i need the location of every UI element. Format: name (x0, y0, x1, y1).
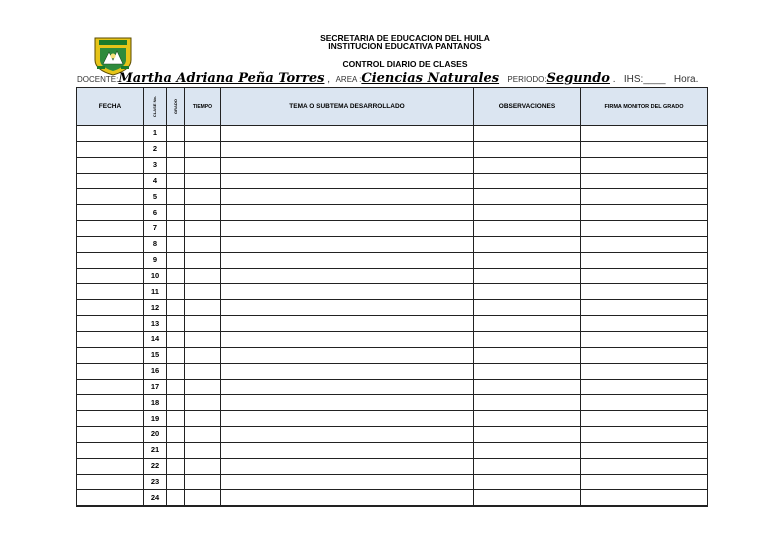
observaciones-cell[interactable] (474, 126, 581, 142)
grado-cell[interactable] (167, 284, 185, 300)
tiempo-cell[interactable] (185, 411, 221, 427)
table-row (77, 411, 708, 427)
tiempo-cell[interactable] (185, 300, 221, 316)
fecha-cell[interactable] (77, 474, 144, 490)
clase-number: 19 (144, 411, 167, 427)
tiempo-cell[interactable] (185, 363, 221, 379)
grado-cell[interactable] (167, 474, 185, 490)
observaciones-cell[interactable] (474, 300, 581, 316)
fecha-cell[interactable] (77, 173, 144, 189)
tema-cell[interactable] (221, 379, 474, 395)
observaciones-cell[interactable] (474, 363, 581, 379)
table-row (77, 252, 708, 268)
tema-cell[interactable] (221, 126, 474, 142)
table-row (77, 141, 708, 157)
grado-cell[interactable] (167, 173, 185, 189)
tiempo-cell[interactable] (185, 236, 221, 252)
tiempo-cell[interactable] (185, 157, 221, 173)
tema-cell[interactable] (221, 474, 474, 490)
fecha-cell[interactable] (77, 236, 144, 252)
clase-number: 3 (144, 157, 167, 173)
header-line1: SECRETARIA DE EDUCACION DEL HUILA (320, 33, 490, 43)
tema-cell[interactable] (221, 347, 474, 363)
clase-number: 15 (144, 347, 167, 363)
tiempo-cell[interactable] (185, 205, 221, 221)
tiempo-cell[interactable] (185, 490, 221, 506)
observaciones-cell[interactable] (474, 395, 581, 411)
firma-cell[interactable] (581, 316, 708, 332)
table-header-row (77, 88, 708, 126)
firma-cell[interactable] (581, 284, 708, 300)
tema-cell[interactable] (221, 173, 474, 189)
firma-cell[interactable] (581, 363, 708, 379)
hora-label: Hora. (673, 74, 699, 85)
tiempo-cell[interactable] (185, 126, 221, 142)
col-tema: TEMA O SUBTEMA DESARROLLADO (221, 88, 474, 126)
firma-cell[interactable] (581, 379, 708, 395)
grado-cell[interactable] (167, 363, 185, 379)
tiempo-cell[interactable] (185, 331, 221, 347)
tema-cell[interactable] (221, 300, 474, 316)
fecha-cell[interactable] (77, 379, 144, 395)
table-row (77, 331, 708, 347)
clase-number: 9 (144, 252, 167, 268)
observaciones-cell[interactable] (474, 141, 581, 157)
clase-number: 2 (144, 141, 167, 157)
tema-cell[interactable] (221, 490, 474, 506)
header-line2: INSTITUCION EDUCATIVA PANTANOS (328, 41, 482, 51)
clase-number: 20 (144, 427, 167, 443)
grado-cell[interactable] (167, 236, 185, 252)
tema-cell[interactable] (221, 395, 474, 411)
grado-cell[interactable] (167, 205, 185, 221)
ihs-label[interactable]: IHS:____ (623, 74, 666, 85)
clase-number: 24 (144, 490, 167, 506)
clase-number: 11 (144, 284, 167, 300)
table-row (77, 316, 708, 332)
tiempo-cell[interactable] (185, 427, 221, 443)
fecha-cell[interactable] (77, 411, 144, 427)
table-row (77, 442, 708, 458)
observaciones-cell[interactable] (474, 189, 581, 205)
firma-cell[interactable] (581, 411, 708, 427)
tema-cell[interactable] (221, 268, 474, 284)
table-row (77, 189, 708, 205)
grado-cell[interactable] (167, 221, 185, 237)
tema-cell[interactable] (221, 189, 474, 205)
col-fecha: FECHA (77, 88, 144, 126)
clase-number: 7 (144, 221, 167, 237)
col-grado (167, 88, 185, 126)
firma-cell[interactable] (581, 236, 708, 252)
clase-number: 6 (144, 205, 167, 221)
firma-cell[interactable] (581, 474, 708, 490)
tiempo-cell[interactable] (185, 189, 221, 205)
tema-cell[interactable] (221, 442, 474, 458)
grado-cell[interactable] (167, 157, 185, 173)
tiempo-cell[interactable] (185, 221, 221, 237)
teacher-info-line: DOCENTE:Martha Adriana Peña Torres , AREA :Ciencias Naturales PERIODO:Segundo . IHS:____ Hora. (77, 71, 699, 86)
tema-cell[interactable] (221, 157, 474, 173)
grado-cell[interactable] (167, 427, 185, 443)
fecha-cell[interactable] (77, 395, 144, 411)
firma-cell[interactable] (581, 205, 708, 221)
firma-cell[interactable] (581, 173, 708, 189)
table-row (77, 205, 708, 221)
table-row (77, 395, 708, 411)
clase-number: 22 (144, 458, 167, 474)
tema-cell[interactable] (221, 316, 474, 332)
grado-cell[interactable] (167, 411, 185, 427)
firma-cell[interactable] (581, 189, 708, 205)
firma-cell[interactable] (581, 268, 708, 284)
grado-cell[interactable] (167, 331, 185, 347)
table-row (77, 347, 708, 363)
clase-number: 18 (144, 395, 167, 411)
observaciones-cell[interactable] (474, 474, 581, 490)
grado-cell[interactable] (167, 379, 185, 395)
clase-number: 14 (144, 331, 167, 347)
fecha-cell[interactable] (77, 141, 144, 157)
grado-cell[interactable] (167, 126, 185, 142)
table-row (77, 474, 708, 490)
firma-cell[interactable] (581, 442, 708, 458)
table-row (77, 268, 708, 284)
clase-number: 13 (144, 316, 167, 332)
fecha-cell[interactable] (77, 316, 144, 332)
observaciones-cell[interactable] (474, 347, 581, 363)
grado-cell[interactable] (167, 316, 185, 332)
clase-number: 4 (144, 173, 167, 189)
observaciones-cell[interactable] (474, 284, 581, 300)
col-tiempo: TIEMPO (185, 88, 221, 126)
firma-cell[interactable] (581, 427, 708, 443)
tiempo-cell[interactable] (185, 284, 221, 300)
tema-cell[interactable] (221, 252, 474, 268)
fecha-cell[interactable] (77, 331, 144, 347)
fecha-cell[interactable] (77, 268, 144, 284)
grado-cell[interactable] (167, 189, 185, 205)
tema-cell[interactable] (221, 427, 474, 443)
area-value[interactable]: Ciencias Naturales (361, 71, 500, 86)
grado-cell[interactable] (167, 300, 185, 316)
observaciones-cell[interactable] (474, 236, 581, 252)
docente-value[interactable]: Martha Adriana Peña Torres (118, 71, 325, 86)
docente-label: DOCENTE: (77, 75, 119, 84)
grado-cell[interactable] (167, 395, 185, 411)
class-log-table (76, 87, 708, 507)
grado-cell[interactable] (167, 347, 185, 363)
observaciones-cell[interactable] (474, 316, 581, 332)
table-row (77, 427, 708, 443)
fecha-cell[interactable] (77, 458, 144, 474)
tiempo-cell[interactable] (185, 141, 221, 157)
tiempo-cell[interactable] (185, 474, 221, 490)
table-row (77, 363, 708, 379)
fecha-cell[interactable] (77, 205, 144, 221)
tiempo-cell[interactable] (185, 458, 221, 474)
tiempo-cell[interactable] (185, 442, 221, 458)
fecha-cell[interactable] (77, 347, 144, 363)
observaciones-cell[interactable] (474, 252, 581, 268)
clase-number: 21 (144, 442, 167, 458)
clase-number: 23 (144, 474, 167, 490)
tema-cell[interactable] (221, 284, 474, 300)
table-row (77, 300, 708, 316)
col-observaciones: OBSERVACIONES (474, 88, 581, 126)
tema-cell[interactable] (221, 411, 474, 427)
observaciones-cell[interactable] (474, 442, 581, 458)
observaciones-cell[interactable] (474, 205, 581, 221)
table-row (77, 126, 708, 142)
firma-cell[interactable] (581, 252, 708, 268)
grado-cell[interactable] (167, 252, 185, 268)
clase-number: 10 (144, 268, 167, 284)
table-row (77, 379, 708, 395)
clase-number: 1 (144, 126, 167, 142)
col-grado-label: GRADO (172, 99, 178, 114)
observaciones-cell[interactable] (474, 427, 581, 443)
tema-cell[interactable] (221, 205, 474, 221)
col-clase (144, 88, 167, 126)
observaciones-cell[interactable] (474, 268, 581, 284)
fecha-cell[interactable] (77, 284, 144, 300)
fecha-cell[interactable] (77, 157, 144, 173)
tiempo-cell[interactable] (185, 379, 221, 395)
area-label: AREA : (335, 75, 362, 84)
col-firma: FIRMA MONITOR DEL GRADO (581, 88, 708, 126)
tiempo-cell[interactable] (185, 395, 221, 411)
observaciones-cell[interactable] (474, 221, 581, 237)
tema-cell[interactable] (221, 363, 474, 379)
firma-cell[interactable] (581, 458, 708, 474)
tema-cell[interactable] (221, 458, 474, 474)
periodo-value[interactable]: Segundo (546, 71, 610, 86)
firma-cell[interactable] (581, 126, 708, 142)
tema-cell[interactable] (221, 236, 474, 252)
tema-cell[interactable] (221, 221, 474, 237)
fecha-cell[interactable] (77, 126, 144, 142)
firma-cell[interactable] (581, 141, 708, 157)
firma-cell[interactable] (581, 490, 708, 506)
firma-cell[interactable] (581, 347, 708, 363)
tiempo-cell[interactable] (185, 347, 221, 363)
table-row (77, 173, 708, 189)
school-shield-logo (91, 36, 135, 76)
clase-number: 17 (144, 379, 167, 395)
firma-cell[interactable] (581, 331, 708, 347)
tiempo-cell[interactable] (185, 173, 221, 189)
fecha-cell[interactable] (77, 252, 144, 268)
col-clase-label: CLASE No. (152, 95, 158, 118)
clase-number: 8 (144, 236, 167, 252)
observaciones-cell[interactable] (474, 331, 581, 347)
grado-cell[interactable] (167, 458, 185, 474)
tiempo-cell[interactable] (185, 252, 221, 268)
firma-cell[interactable] (581, 395, 708, 411)
observaciones-cell[interactable] (474, 411, 581, 427)
fecha-cell[interactable] (77, 300, 144, 316)
table-row (77, 490, 708, 506)
table-row (77, 157, 708, 173)
grado-cell[interactable] (167, 490, 185, 506)
observaciones-cell[interactable] (474, 173, 581, 189)
fecha-cell[interactable] (77, 221, 144, 237)
grado-cell[interactable] (167, 442, 185, 458)
observaciones-cell[interactable] (474, 379, 581, 395)
fecha-cell[interactable] (77, 189, 144, 205)
grado-cell[interactable] (167, 268, 185, 284)
tiempo-cell[interactable] (185, 316, 221, 332)
table-row (77, 458, 708, 474)
tiempo-cell[interactable] (185, 268, 221, 284)
firma-cell[interactable] (581, 157, 708, 173)
clase-number: 12 (144, 300, 167, 316)
clase-number: 5 (144, 189, 167, 205)
tema-cell[interactable] (221, 331, 474, 347)
table-row (77, 221, 708, 237)
fecha-cell[interactable] (77, 363, 144, 379)
tema-cell[interactable] (221, 141, 474, 157)
fecha-cell[interactable] (77, 442, 144, 458)
fecha-cell[interactable] (77, 427, 144, 443)
grado-cell[interactable] (167, 141, 185, 157)
fecha-cell[interactable] (77, 490, 144, 506)
clase-number: 16 (144, 363, 167, 379)
observaciones-cell[interactable] (474, 458, 581, 474)
firma-cell[interactable] (581, 221, 708, 237)
periodo-label: PERIODO: (507, 75, 547, 84)
table-row (77, 284, 708, 300)
table-row (77, 236, 708, 252)
firma-cell[interactable] (581, 300, 708, 316)
header-line3: CONTROL DIARIO DE CLASES (342, 59, 468, 69)
observaciones-cell[interactable] (474, 490, 581, 506)
observaciones-cell[interactable] (474, 157, 581, 173)
